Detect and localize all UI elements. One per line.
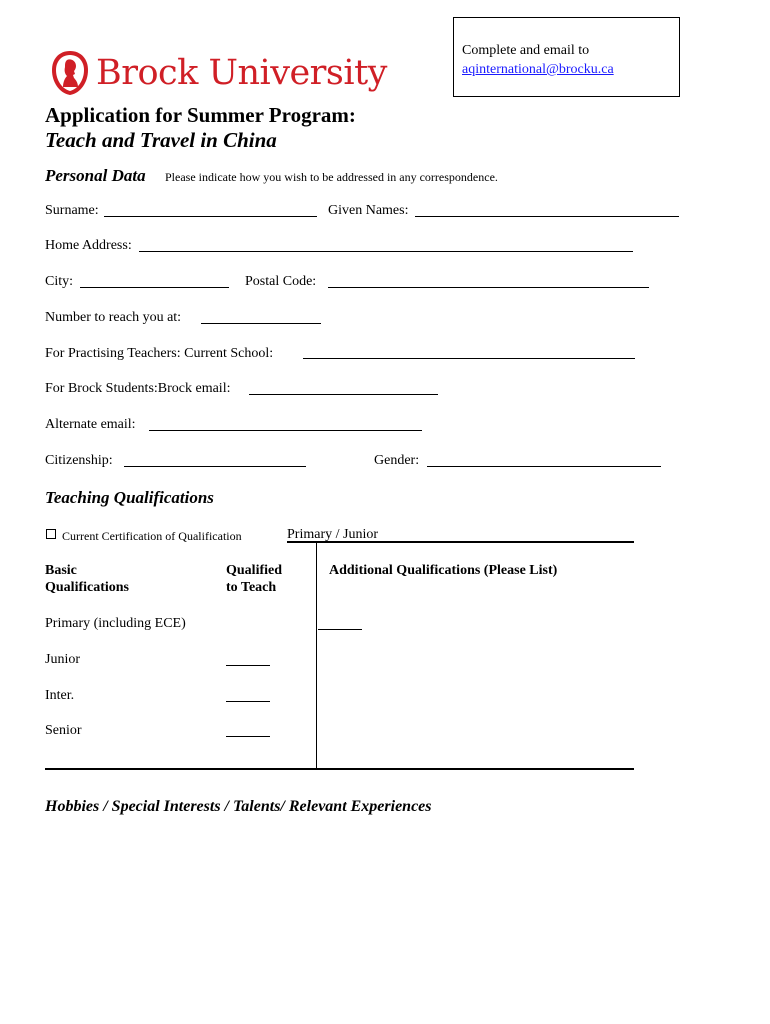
postal-code-label: Postal Code: [245, 274, 317, 289]
checkbox-icon[interactable] [46, 529, 56, 539]
personal-data-heading: Personal Data [45, 166, 146, 185]
gender-label: Gender: [374, 453, 420, 468]
phone-label: Number to reach you at: [45, 310, 182, 325]
table-bottom-rule [45, 768, 634, 770]
alternate-email-label: Alternate email: [45, 417, 136, 432]
citizenship-field[interactable] [124, 466, 306, 467]
inter-qualified-field[interactable] [226, 701, 270, 702]
column-divider [316, 542, 317, 768]
brock-crest-icon [50, 50, 90, 96]
col-basic-line1: Basic [45, 563, 77, 578]
senior-qualified-field[interactable] [226, 736, 270, 737]
brock-email-field[interactable] [249, 394, 438, 395]
postal-code-field[interactable] [328, 287, 649, 288]
additional-qualification-field[interactable] [318, 629, 362, 630]
surname-field[interactable] [104, 216, 317, 217]
contact-instruction: Complete and email to [462, 43, 590, 58]
current-school-field[interactable] [303, 358, 635, 359]
col-basic-qualifications [45, 562, 129, 596]
junior-qualified-field[interactable] [226, 665, 270, 666]
row-primary-label: Primary (including ECE) [45, 616, 186, 631]
given-names-field[interactable] [415, 216, 679, 217]
certification-level-value[interactable]: Primary / Junior [287, 527, 378, 542]
table-top-rule [287, 541, 634, 543]
form-subtitle: Teach and Travel in China [45, 128, 277, 152]
col-additional-qualifications: Additional Qualifications (Please List) [329, 563, 558, 578]
hobbies-heading: Hobbies / Special Interests / Talents/ Relevant Experiences [45, 798, 432, 815]
form-title: Application for Summer Program: [45, 103, 356, 127]
current-school-label: For Practising Teachers: Current School: [45, 346, 274, 361]
row-senior-label: Senior [45, 723, 82, 738]
home-address-label: Home Address: [45, 238, 132, 253]
home-address-field[interactable] [139, 251, 633, 252]
surname-label: Surname: [45, 203, 99, 218]
alternate-email-field[interactable] [149, 430, 422, 431]
given-names-label: Given Names: [328, 203, 409, 218]
city-field[interactable] [80, 287, 229, 288]
logo-wordmark: Brock University [96, 53, 387, 93]
city-label: City: [45, 274, 74, 289]
col-qualified-to-teach [226, 562, 282, 596]
col-qualified-line2: to Teach [226, 580, 277, 595]
row-junior-label: Junior [45, 652, 80, 667]
citizenship-label: Citizenship: [45, 453, 113, 468]
teaching-qualifications-heading: Teaching Qualifications [45, 488, 214, 507]
brock-email-label: For Brock Students:Brock email: [45, 381, 231, 396]
personal-data-note: Please indicate how you wish to be addressed in any correspondence. [165, 170, 498, 184]
contact-email-link[interactable]: aqinternational@brocku.ca [462, 62, 614, 77]
row-inter-label: Inter. [45, 688, 75, 703]
certification-label: Current Certification of Qualification [62, 529, 242, 543]
gender-field[interactable] [427, 466, 661, 467]
col-basic-line2: Qualifications [45, 580, 130, 595]
col-qualified-line1: Qualified [226, 563, 283, 578]
contact-box [453, 17, 680, 97]
phone-field[interactable] [201, 323, 321, 324]
